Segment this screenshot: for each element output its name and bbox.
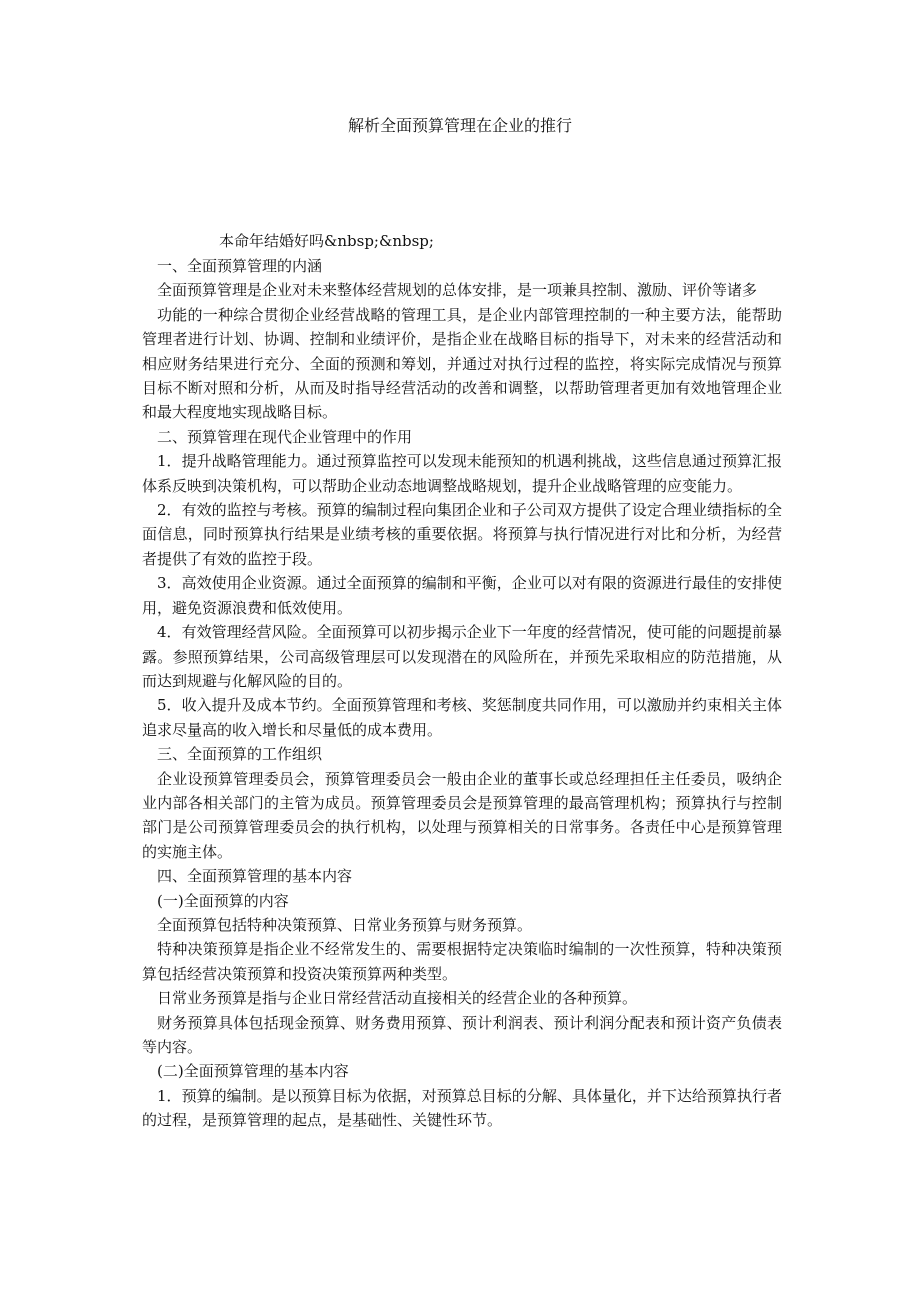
- section-heading-4: 四、全面预算管理的基本内容: [157, 867, 353, 886]
- paragraph: 功能的一种综合贯彻企业经营战略的管理工具，是企业内部管理控制的一种主要方法，能帮助管理者进行计划、协调、控制和业绩评价，是指企业在战略目标的指导下，对未来的经营活动和相应财务结果进行充分、全面的预测和筹划，并通过对执行过程的监控，将实际完成情况与预算目标不断对照和分析，从而及时指导经营活动的改善和调整，以帮助管理者更加有效地管理企业和最大程度地实现战略目标。: [142, 305, 782, 422]
- paragraph: 特种决策预算是指企业不经常发生的、需要根据特定决策临时编制的一次性预算，特种决策预算包括经营决策预算和投资决策预算两种类型。: [142, 940, 782, 983]
- paragraph: 企业设预算管理委员会，预算管理委员会一般由企业的董事长或总经理担任主任委员，吸纳企业内部各相关部门的主管为成员。预算管理委员会是预算管理的最高管理机构；预算执行与控制部门是公司预算管理委员会的执行机构，以处理与预算相关的日常事务。各责任中心是预算管理的实施主体。: [142, 769, 782, 861]
- paragraph: 2．有效的监控与考核。预算的编制过程向集团企业和子公司双方提供了设定合理业绩指标的全面信息，同时预算执行结果是业绩考核的重要依据。将预算与执行情况进行对比和分析，为经营者提供了有效的监控于段。: [142, 501, 782, 568]
- subsection-heading-2: (二)全面预算管理的基本内容: [157, 1062, 349, 1081]
- paragraph: 4．有效管理经营风险。全面预算可以初步揭示企业下一年度的经营情况，使可能的问题提前暴露。参照预算结果，公司高级管理层可以发现潜在的风险所在，并预先采取相应的防范措施，从而达到规避与化解风险的目的。: [142, 623, 782, 690]
- paragraph: 全面预算包括特种决策预算、日常业务预算与财务预算。: [157, 915, 533, 934]
- paragraph: 财务预算具体包括现金预算、财务费用预算、预计利润表、预计利润分配表和预计资产负债表等内容。: [142, 1013, 782, 1056]
- paragraph: 1．预算的编制。是以预算目标为依据，对预算总目标的分解、具体量化，并下达给预算执行者的过程，是预算管理的起点，是基础性、关键性环节。: [142, 1086, 782, 1130]
- section-heading-2: 二、预算管理在现代企业管理中的作用: [157, 427, 413, 446]
- subsection-heading-1: (一)全面预算的内容: [157, 891, 289, 910]
- document-title: 解析全面预算管理在企业的推行: [347, 116, 572, 135]
- paragraph: 3．高效使用企业资源。通过全面预算的编制和平衡，企业可以对有限的资源进行最佳的安排使用，避免资源浪费和低效使用。: [142, 574, 782, 617]
- paragraph: 5．收入提升及成本节约。全面预算管理和考核、奖惩制度共同作用，可以激励并约束相关主体追求尽量高的收入增长和尽量低的成本费用。: [142, 696, 782, 739]
- paragraph: 日常业务预算是指与企业日常经营活动直接相关的经营企业的各种预算。: [157, 989, 638, 1008]
- document-subtitle: 本命年结婚好吗&nbsp;&nbsp;: [219, 232, 434, 250]
- section-heading-1: 一、全面预算管理的内涵: [157, 257, 323, 275]
- document-body: [142, 254, 782, 1133]
- section-heading-3: 三、全面预算的工作组织: [157, 745, 323, 764]
- paragraph: 全面预算管理是企业对未来整体经营规划的总体安排，是一项兼具控制、激励、评价等诸多: [157, 281, 758, 300]
- paragraph: 1．提升战略管理能力。通过预算监控可以发现未能预知的机遇利挑战，这些信息通过预算汇报体系反映到决策机构，可以帮助企业动态地调整战略规划，提升企业战略管理的应变能力。: [142, 452, 782, 495]
